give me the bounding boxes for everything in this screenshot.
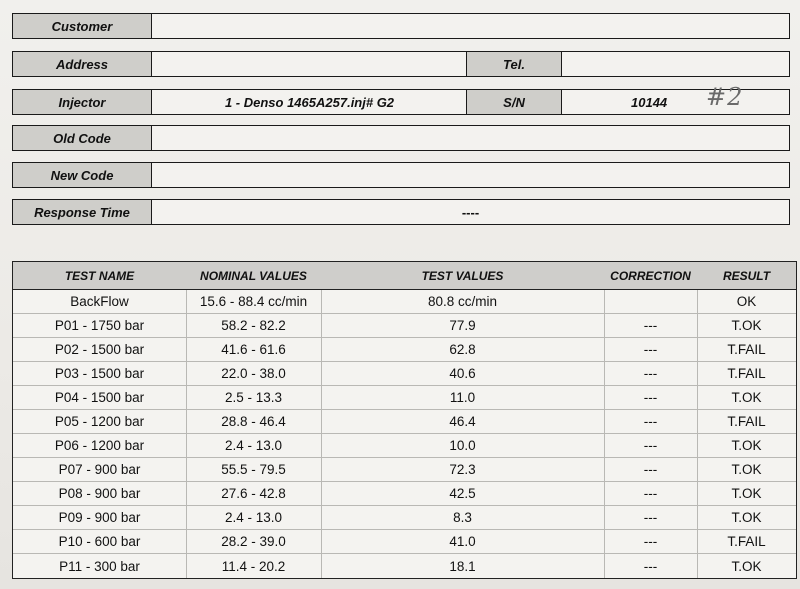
cell-test-value: 10.0	[449, 438, 476, 453]
cell-correction: ---	[643, 366, 658, 381]
col-result: RESULT	[722, 268, 771, 283]
cell-correction: ---	[643, 342, 658, 357]
cell-test-value: 46.4	[449, 414, 476, 429]
new-code-label: New Code	[13, 163, 152, 187]
injector-value: 1 - Denso 1465A257.inj# G2	[224, 94, 395, 110]
table-row	[13, 482, 796, 506]
customer-value	[152, 14, 789, 38]
cell-test-value: 62.8	[449, 342, 476, 357]
table-header	[13, 262, 796, 290]
response-time-label: Response Time	[13, 200, 152, 224]
cell-nominal: 58.2 - 82.2	[221, 318, 286, 333]
cell-nominal: 27.6 - 42.8	[221, 486, 286, 501]
cell-result: T.OK	[731, 558, 762, 574]
cell-nominal: 2.4 - 13.0	[224, 510, 283, 525]
table-row	[13, 506, 796, 530]
cell-test-name: P04 - 1500 bar	[54, 390, 145, 405]
cell-correction: ---	[643, 486, 658, 501]
results-table	[12, 261, 797, 579]
col-test-values: TEST VALUES	[421, 268, 504, 283]
table-row	[13, 290, 796, 314]
cell-result: T.FAIL	[727, 414, 766, 429]
cell-result: T.FAIL	[727, 342, 766, 357]
address-label: Address	[13, 52, 152, 76]
cell-test-name: P05 - 1200 bar	[54, 414, 145, 429]
cell-test-value: 18.1	[449, 558, 476, 574]
cell-nominal: 15.6 - 88.4 cc/min	[199, 294, 308, 309]
cell-test-name: P11 - 300 bar	[59, 558, 140, 574]
cell-nominal: 11.4 - 20.2	[221, 558, 286, 574]
cell-test-name: P09 - 900 bar	[58, 510, 141, 525]
serial-label: S/N	[466, 90, 562, 114]
cell-test-name: P07 - 900 bar	[58, 462, 141, 477]
handwritten-note: #2	[706, 83, 744, 111]
cell-test-name: P01 - 1750 bar	[54, 318, 145, 333]
cell-nominal: 28.2 - 39.0	[221, 534, 286, 549]
cell-result: T.OK	[731, 318, 762, 333]
cell-result: T.FAIL	[727, 534, 766, 549]
cell-test-name: BackFlow	[70, 294, 129, 309]
table-row	[13, 338, 796, 362]
cell-correction: ---	[643, 510, 658, 525]
old-code-row	[12, 125, 790, 151]
cell-nominal: 28.8 - 46.4	[221, 414, 286, 429]
response-time-row	[12, 199, 790, 225]
response-time-value: ----	[461, 204, 480, 220]
cell-nominal: 2.5 - 13.3	[224, 390, 283, 405]
cell-test-name: P10 - 600 bar	[58, 534, 141, 549]
cell-test-value: 11.0	[449, 390, 476, 405]
col-correction: CORRECTION	[610, 268, 691, 283]
table-row	[13, 434, 796, 458]
cell-correction: ---	[643, 318, 658, 333]
table-row	[13, 554, 796, 578]
cell-correction: ---	[643, 534, 658, 549]
cell-nominal: 41.6 - 61.6	[221, 342, 286, 357]
cell-result: T.OK	[731, 486, 762, 501]
new-code-row	[12, 162, 790, 188]
cell-test-value: 72.3	[449, 462, 476, 477]
address-row	[12, 51, 790, 77]
tel-label: Tel.	[466, 52, 562, 76]
cell-correction: ---	[643, 414, 658, 429]
cell-test-name: P08 - 900 bar	[58, 486, 141, 501]
cell-result: T.OK	[731, 462, 762, 477]
table-row	[13, 530, 796, 554]
cell-test-name: P03 - 1500 bar	[54, 366, 145, 381]
cell-test-value: 80.8 cc/min	[427, 294, 498, 309]
customer-row	[12, 13, 790, 39]
cell-correction	[604, 290, 697, 313]
table-row	[13, 362, 796, 386]
customer-label: Customer	[13, 14, 152, 38]
table-row	[13, 314, 796, 338]
serial-value: 10144	[631, 94, 668, 110]
cell-result: T.OK	[731, 390, 762, 405]
cell-test-value: 41.0	[449, 534, 476, 549]
table-row	[13, 458, 796, 482]
old-code-value	[152, 126, 789, 150]
new-code-value	[152, 163, 789, 187]
table-row	[13, 386, 796, 410]
old-code-label: Old Code	[13, 126, 152, 150]
cell-test-value: 77.9	[449, 318, 476, 333]
address-value	[152, 52, 467, 76]
cell-test-name: P02 - 1500 bar	[54, 342, 145, 357]
cell-test-value: 42.5	[449, 486, 476, 501]
cell-nominal: 2.4 - 13.0	[224, 438, 283, 453]
cell-result: T.OK	[731, 438, 762, 453]
cell-nominal: 55.5 - 79.5	[221, 462, 286, 477]
cell-result: OK	[736, 294, 757, 309]
cell-correction: ---	[643, 462, 658, 477]
tel-value	[562, 52, 789, 76]
cell-test-value: 8.3	[453, 510, 472, 525]
cell-correction: ---	[643, 558, 658, 574]
col-test-name: TEST NAME	[64, 268, 135, 283]
cell-test-name: P06 - 1200 bar	[54, 438, 145, 453]
cell-result: T.FAIL	[727, 366, 766, 381]
cell-result: T.OK	[731, 510, 762, 525]
cell-nominal: 22.0 - 38.0	[221, 366, 286, 381]
table-row	[13, 410, 796, 434]
cell-test-value: 40.6	[449, 366, 476, 381]
cell-correction: ---	[643, 438, 658, 453]
col-nominal-values: NOMINAL VALUES	[200, 268, 307, 283]
injector-row	[12, 89, 790, 115]
cell-correction: ---	[643, 390, 658, 405]
injector-label: Injector	[13, 90, 152, 114]
